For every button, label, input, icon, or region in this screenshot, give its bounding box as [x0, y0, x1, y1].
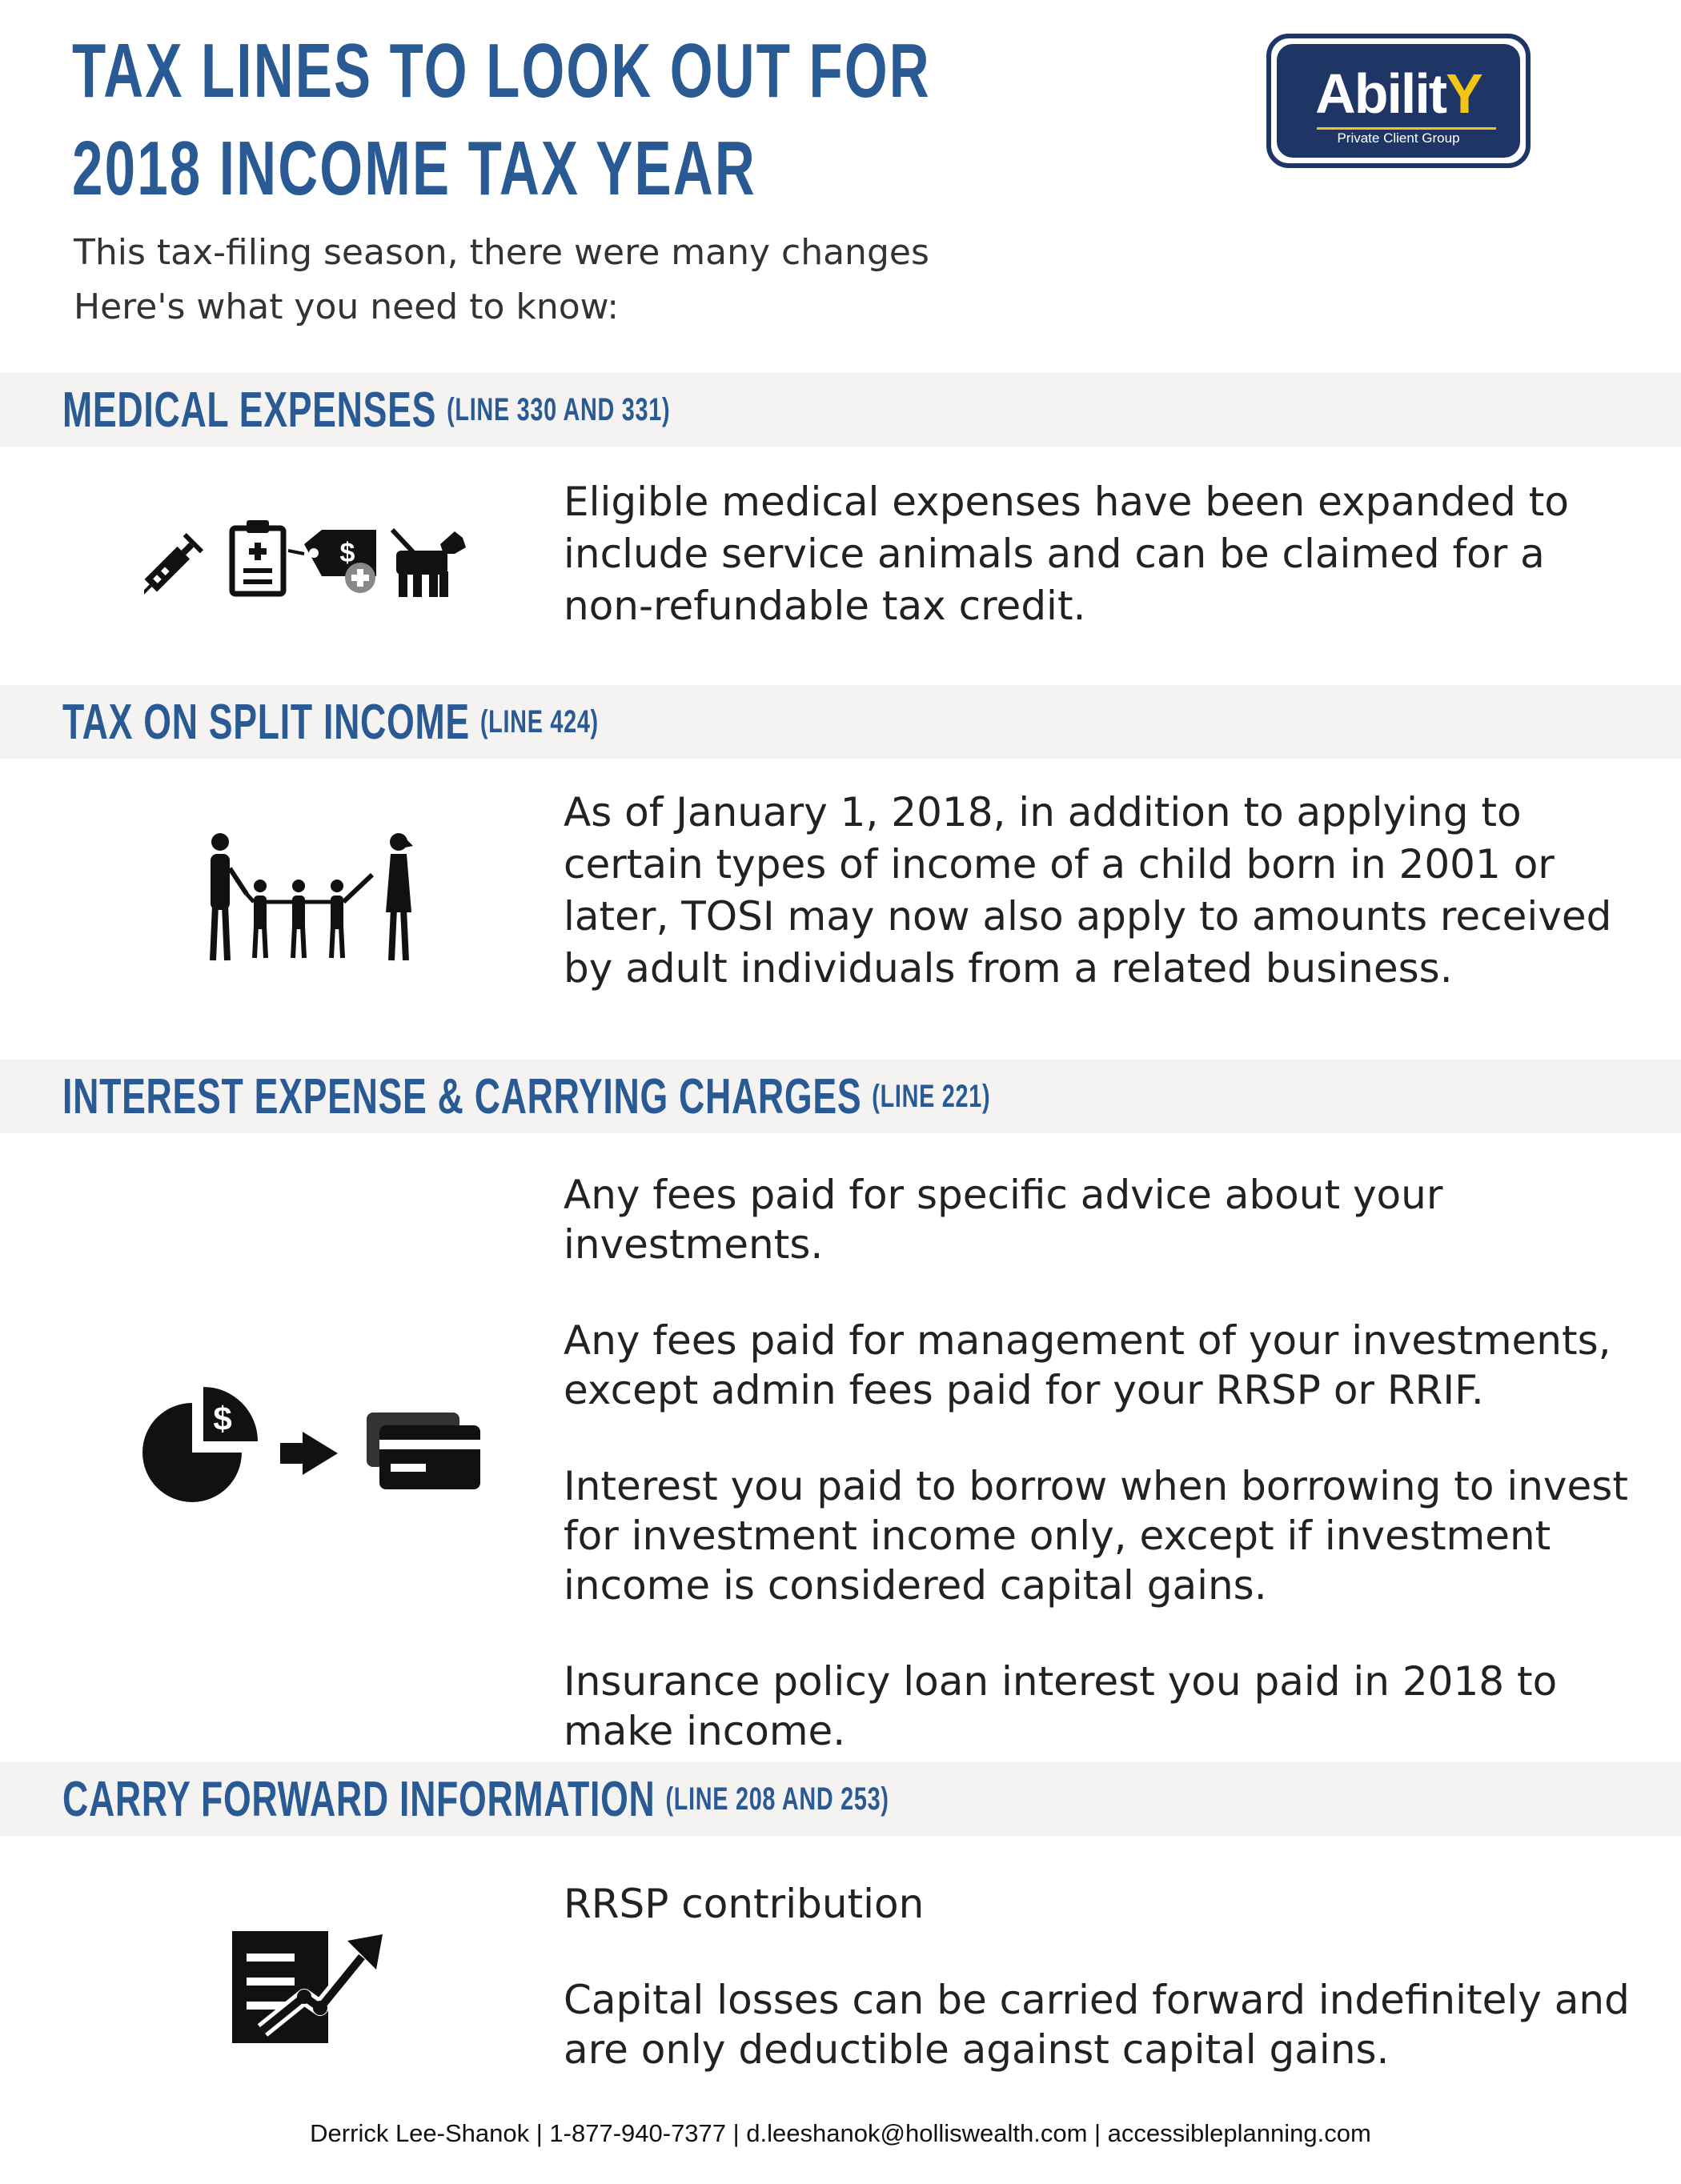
service-dog-icon: [392, 530, 466, 597]
svg-text:$: $: [339, 538, 355, 568]
arrow-right-icon: [280, 1432, 338, 1475]
report-growth-icon: [231, 1925, 391, 2045]
section-body-carry-forward: [564, 1879, 1636, 2074]
section-paragraph: Eligible medical expenses have been expanded to include service animals and can be claimed for a non-refundable tax credit.: [564, 479, 1570, 629]
syringe-icon: [144, 533, 203, 600]
svg-text:$: $: [213, 1400, 232, 1437]
intro-line-2: Here's what you need to know:: [74, 287, 620, 327]
section-line-ref: (LINE 208 AND 253): [665, 1781, 889, 1817]
title-line-1: TAX LINES TO LOOK OUT FOR: [72, 28, 931, 114]
logo-word-end: Y: [1446, 62, 1482, 125]
logo-badge: [1277, 44, 1520, 158]
section-body-medical: [564, 476, 1636, 632]
section-heading-split-income: [62, 685, 599, 759]
intro-line-1: This tax-filing season, there were many changes: [74, 232, 929, 273]
section-heading-interest-expense: [62, 1060, 990, 1133]
section-title: MEDICAL EXPENSES: [62, 382, 437, 438]
medical-icons-group: [144, 512, 472, 600]
section-body-split-income: [564, 787, 1636, 995]
ability-logo: [1266, 34, 1531, 168]
intro-text: [74, 226, 929, 335]
logo-wordmark: [1277, 62, 1520, 125]
family-icon: [192, 828, 424, 964]
section-band-medical: [0, 373, 1681, 447]
logo-underline: [1317, 127, 1496, 130]
clipboard-icon: [232, 520, 283, 594]
section-band-interest-expense: [0, 1060, 1681, 1133]
section-paragraph: RRSP contribution: [564, 1881, 925, 1927]
section-paragraph: Insurance policy loan interest you paid in 2018 to make income.: [564, 1658, 1558, 1754]
section-paragraph: Any fees paid for management of your investments, except admin fees paid for your RRSP or RRIF.: [564, 1317, 1611, 1413]
section-paragraph: Capital losses can be carried forward indefinitely and are only deductible against capital gains.: [564, 1977, 1630, 2073]
interest-icons-group: [136, 1381, 480, 1509]
logo-word-main: Abilit: [1315, 62, 1446, 125]
section-line-ref: (LINE 424): [479, 703, 599, 739]
section-paragraph: Interest you paid to borrow when borrowing to invest for investment income only, except if investment income is considered capital gains.: [564, 1463, 1628, 1609]
page-title: [72, 22, 931, 218]
section-body-interest-expense: [564, 1170, 1636, 1756]
section-band-carry-forward: [0, 1762, 1681, 1836]
section-title: TAX ON SPLIT INCOME: [62, 694, 470, 750]
section-paragraph: As of January 1, 2018, in addition to applying to certain types of income of a child born in 2001 or later, TOSI may now also apply to amounts received by adult individuals from a related business.: [564, 789, 1612, 992]
section-title: CARRY FORWARD INFORMATION: [62, 1771, 656, 1827]
title-line-2: 2018 INCOME TAX YEAR: [72, 126, 756, 211]
price-tag-icon: [288, 530, 376, 593]
section-line-ref: (LINE 221): [872, 1078, 991, 1114]
credit-card-icon: [367, 1413, 480, 1489]
section-heading-medical: [62, 373, 670, 447]
section-paragraph: Any fees paid for specific advice about your investments.: [564, 1172, 1443, 1268]
section-band-split-income: [0, 685, 1681, 759]
section-line-ref: (LINE 330 AND 331): [447, 391, 671, 427]
pie-chart-dollar-icon: [142, 1387, 258, 1502]
logo-subtitle: Private Client Group: [1337, 130, 1460, 146]
section-heading-carry-forward: [62, 1762, 889, 1836]
section-title: INTEREST EXPENSE & CARRYING CHARGES: [62, 1068, 862, 1124]
footer-contact: Derrick Lee-Shanok | 1-877-940-7377 | d.leeshanok@holliswealth.com | accessibleplanning.com: [310, 2119, 1371, 2147]
